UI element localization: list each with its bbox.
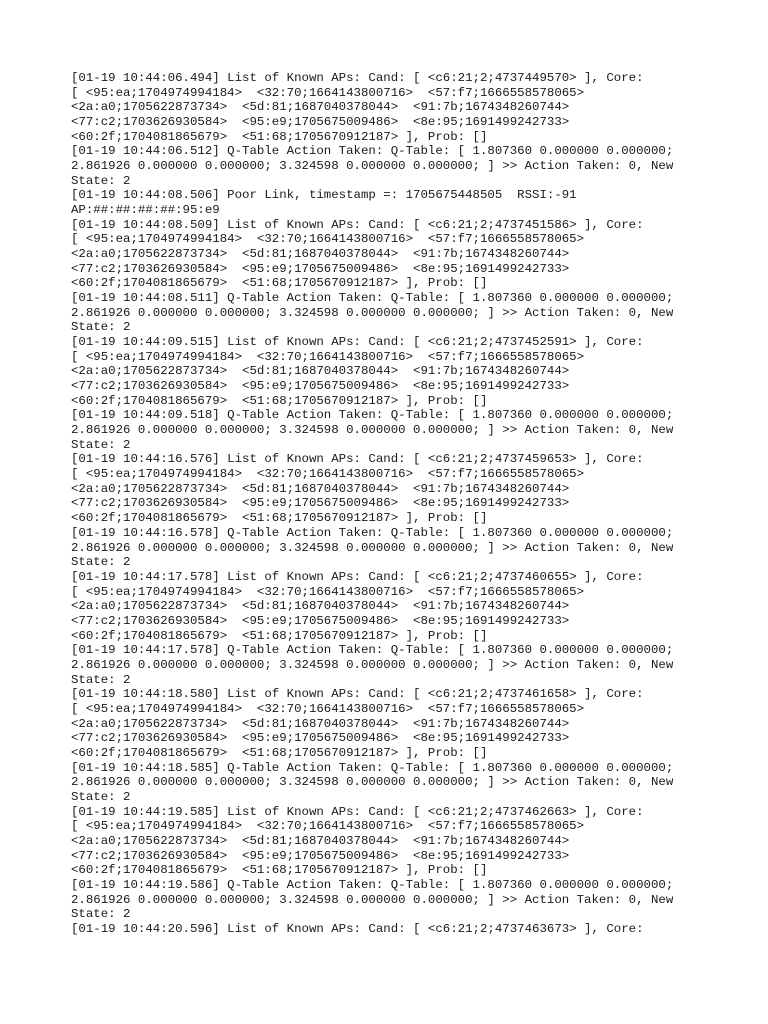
log-line: 2.861926 0.000000 0.000000; 3.324598 0.000000 0.000000; ] >> Action Taken: 0, New xyxy=(71,423,674,438)
log-line: <60:2f;1704081865679> <51:68;1705670912187> ], Prob: [] xyxy=(71,628,488,643)
log-line: State: 2 xyxy=(71,173,131,188)
log-line: State: 2 xyxy=(71,789,131,804)
log-line: <77:c2;1703626930584> <95:e9;1705675009486> <8e:95;1691499242733> xyxy=(71,115,570,130)
log-line: 2.861926 0.000000 0.000000; 3.324598 0.000000 0.000000; ] >> Action Taken: 0, New xyxy=(71,657,674,672)
log-line: <2a:a0;1705622873734> <5d:81;1687040378044> <91:7b;1674348260744> xyxy=(71,833,570,848)
log-line: [ <95:ea;1704974994184> <32:70;1664143800716> <57:f7;1666558578065> xyxy=(71,467,585,482)
log-line: <2a:a0;1705622873734> <5d:81;1687040378044> <91:7b;1674348260744> xyxy=(71,100,570,115)
log-line: [ <95:ea;1704974994184> <32:70;1664143800716> <57:f7;1666558578065> xyxy=(71,701,585,716)
log-line: [01-19 10:44:08.506] Poor Link, timestamp =: 1705675448505 RSSI:-91 xyxy=(71,188,577,203)
log-line: [01-19 10:44:06.494] List of Known APs: Cand: [ <c6:21;2;4737449570> ], Core: xyxy=(71,71,644,85)
log-line: [01-19 10:44:18.585] Q-Table Action Taken: Q-Table: [ 1.807360 0.000000 0.000000; xyxy=(71,760,674,775)
log-line: [01-19 10:44:17.578] List of Known APs: Cand: [ <c6:21;2;4737460655> ], Core: xyxy=(71,569,644,584)
log-line: <2a:a0;1705622873734> <5d:81;1687040378044> <91:7b;1674348260744> xyxy=(71,364,570,379)
log-document xyxy=(71,71,711,937)
log-line: [ <95:ea;1704974994184> <32:70;1664143800716> <57:f7;1666558578065> xyxy=(71,819,585,834)
log-line: [01-19 10:44:17.578] Q-Table Action Taken: Q-Table: [ 1.807360 0.000000 0.000000; xyxy=(71,643,674,658)
log-line: [ <95:ea;1704974994184> <32:70;1664143800716> <57:f7;1666558578065> xyxy=(71,232,585,247)
log-line: <77:c2;1703626930584> <95:e9;1705675009486> <8e:95;1691499242733> xyxy=(71,379,570,394)
log-line: <60:2f;1704081865679> <51:68;1705670912187> ], Prob: [] xyxy=(71,745,488,760)
log-line: State: 2 xyxy=(71,437,131,452)
log-line: [01-19 10:44:09.518] Q-Table Action Taken: Q-Table: [ 1.807360 0.000000 0.000000; xyxy=(71,408,674,423)
log-line: 2.861926 0.000000 0.000000; 3.324598 0.000000 0.000000; ] >> Action Taken: 0, New xyxy=(71,159,674,174)
log-line: [ <95:ea;1704974994184> <32:70;1664143800716> <57:f7;1666558578065> xyxy=(71,584,585,599)
log-line: [01-19 10:44:08.509] List of Known APs: Cand: [ <c6:21;2;4737451586> ], Core: xyxy=(71,217,644,232)
log-line: [01-19 10:44:18.580] List of Known APs: Cand: [ <c6:21;2;4737461658> ], Core: xyxy=(71,687,644,702)
log-line: 2.861926 0.000000 0.000000; 3.324598 0.000000 0.000000; ] >> Action Taken: 0, New xyxy=(71,892,674,907)
log-line: <2a:a0;1705622873734> <5d:81;1687040378044> <91:7b;1674348260744> xyxy=(71,481,570,496)
log-line: [01-19 10:44:20.596] List of Known APs: Cand: [ <c6:21;2;4737463673> ], Core: xyxy=(71,921,644,936)
log-line: <77:c2;1703626930584> <95:e9;1705675009486> <8e:95;1691499242733> xyxy=(71,613,570,628)
log-line: 2.861926 0.000000 0.000000; 3.324598 0.000000 0.000000; ] >> Action Taken: 0, New xyxy=(71,775,674,790)
log-line: [01-19 10:44:09.515] List of Known APs: Cand: [ <c6:21;2;4737452591> ], Core: xyxy=(71,335,644,350)
log-line: <2a:a0;1705622873734> <5d:81;1687040378044> <91:7b;1674348260744> xyxy=(71,716,570,731)
log-line: State: 2 xyxy=(71,555,131,570)
log-line: <60:2f;1704081865679> <51:68;1705670912187> ], Prob: [] xyxy=(71,129,488,144)
log-line: 2.861926 0.000000 0.000000; 3.324598 0.000000 0.000000; ] >> Action Taken: 0, New xyxy=(71,540,674,555)
log-line: State: 2 xyxy=(71,320,131,335)
log-line: <2a:a0;1705622873734> <5d:81;1687040378044> <91:7b;1674348260744> xyxy=(71,247,570,262)
log-line: [01-19 10:44:19.586] Q-Table Action Taken: Q-Table: [ 1.807360 0.000000 0.000000; xyxy=(71,877,674,892)
log-line: AP:##:##:##:##:95:e9 xyxy=(71,203,220,218)
log-line: <60:2f;1704081865679> <51:68;1705670912187> ], Prob: [] xyxy=(71,393,488,408)
log-line: <60:2f;1704081865679> <51:68;1705670912187> ], Prob: [] xyxy=(71,863,488,878)
log-line: [01-19 10:44:19.585] List of Known APs: Cand: [ <c6:21;2;4737462663> ], Core: xyxy=(71,804,644,819)
log-line: [01-19 10:44:06.512] Q-Table Action Taken: Q-Table: [ 1.807360 0.000000 0.000000; xyxy=(71,144,674,159)
log-line: <60:2f;1704081865679> <51:68;1705670912187> ], Prob: [] xyxy=(71,276,488,291)
log-line: [01-19 10:44:16.578] Q-Table Action Taken: Q-Table: [ 1.807360 0.000000 0.000000; xyxy=(71,525,674,540)
log-line: <77:c2;1703626930584> <95:e9;1705675009486> <8e:95;1691499242733> xyxy=(71,496,570,511)
log-line: [01-19 10:44:08.511] Q-Table Action Taken: Q-Table: [ 1.807360 0.000000 0.000000; xyxy=(71,291,674,306)
log-line: <77:c2;1703626930584> <95:e9;1705675009486> <8e:95;1691499242733> xyxy=(71,848,570,863)
log-line: [ <95:ea;1704974994184> <32:70;1664143800716> <57:f7;1666558578065> xyxy=(71,85,585,100)
log-line: <77:c2;1703626930584> <95:e9;1705675009486> <8e:95;1691499242733> xyxy=(71,261,570,276)
log-line: State: 2 xyxy=(71,907,131,922)
log-line: <60:2f;1704081865679> <51:68;1705670912187> ], Prob: [] xyxy=(71,511,488,526)
log-line: 2.861926 0.000000 0.000000; 3.324598 0.000000 0.000000; ] >> Action Taken: 0, New xyxy=(71,305,674,320)
log-line: <77:c2;1703626930584> <95:e9;1705675009486> <8e:95;1691499242733> xyxy=(71,731,570,746)
log-line: <2a:a0;1705622873734> <5d:81;1687040378044> <91:7b;1674348260744> xyxy=(71,599,570,614)
log-line: State: 2 xyxy=(71,672,131,687)
log-line: [01-19 10:44:16.576] List of Known APs: Cand: [ <c6:21;2;4737459653> ], Core: xyxy=(71,452,644,467)
log-line: [ <95:ea;1704974994184> <32:70;1664143800716> <57:f7;1666558578065> xyxy=(71,349,585,364)
